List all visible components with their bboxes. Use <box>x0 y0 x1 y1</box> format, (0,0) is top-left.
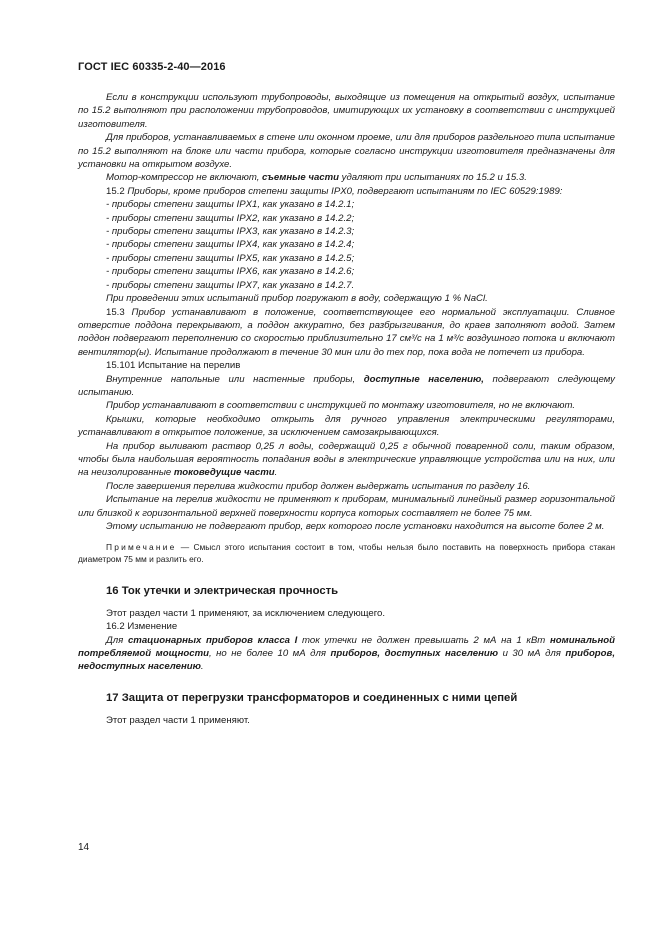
document-body <box>78 91 615 728</box>
paragraph: Этому испытанию не подвергают прибор, верх которого после установки находится на высоте более 2 м. <box>106 521 605 532</box>
paragraph: Если в конструкции используют трубопроводы, выходящие из помещения на открытый воздух, испытание по 15.2 выполняют при расположении трубопроводов, имитирующих их установку в соответствии с инструкцией изготовителя. <box>78 92 615 130</box>
paragraph: Для приборов, устанавливаемых в стене или оконном проеме, или для приборов раздельного типа испытание по 15.2 выполняют на блоке или части прибора, которые согласно инструкции изготовителя предназначены для установки на открытом воздухе. <box>78 132 615 171</box>
list-item: - приборы степени защиты IPX7, как указано в 14.2.7. <box>106 279 355 291</box>
section-16-title: 16 Ток утечки и электрическая прочность <box>106 585 339 598</box>
paragraph: Этот раздел части 1 применяют. <box>106 715 250 727</box>
page-number: 14 <box>78 842 90 853</box>
list-item: - приборы степени защиты IPX2, как указано в 14.2.2; <box>106 212 355 224</box>
clause-16-2: 16.2 Изменение <box>106 621 178 633</box>
paragraph: Для стационарных приборов класса I ток утечки не должен превышать 2 мА на 1 кВт номинальной потребляемой мощности, но не более 10 мА для приборов, доступных населению и 30 мА для приборов, недоступных населению. <box>78 634 615 673</box>
list-item: - приборы степени защиты IPX5, как указано в 14.2.5; <box>106 252 355 264</box>
list-item: - приборы степени защиты IPX1, как указано в 14.2.1; <box>106 199 355 211</box>
paragraph: Испытание на перелив жидкости не применяют к приборам, минимальный линейный размер горизонтальной или близкой к горизонтальной верхней поверхности корпуса которых составляет не более 75 мм. <box>78 494 615 519</box>
paragraph: Этот раздел части 1 применяют, за исключением следующего. <box>106 607 386 619</box>
paragraph: Крышки, которые необходимо открыть для ручного управления электрическими регуляторами, устанавливают в открытое положение, за исключением самозакрывающихся. <box>78 413 615 439</box>
list-item: - приборы степени защиты IPX4, как указано в 14.2.4; <box>106 239 355 251</box>
clause-15-3: 15.3 Прибор устанавливают в положение, соответствующее его нормальной эксплуатации. Сливное отверстие поддона перекрывают, а поддон аккуратно, без разбрызгивания, до краев заполняют водой. Затем поддон подвергают переполнению со скоростью приблизительно 17 см³/с на 1 м³/с воздушного потока и включают вентилятор(ы). Испытание продолжают в течение 30 мин или до тех пор, пока вода не потечет из прибора. <box>78 306 615 358</box>
clause-15-2: 15.2 Приборы, кроме приборов степени защиты IPX0, подвергают испытаниям по IEC 60529:1989: <box>106 185 563 197</box>
paragraph: Внутренние напольные или настенные приборы, доступные населению, подвергают следующему испытанию. <box>78 373 615 398</box>
ipx-list <box>78 198 615 292</box>
header-title: ГОСТ IEC 60335-2-40—2016 <box>78 61 226 73</box>
paragraph: Мотор-компрессор не включают, съемные части удаляют при испытаниях по 15.2 и 15.3. <box>106 172 527 184</box>
clause-15-101-title: 15.101 Испытание на перелив <box>106 360 241 372</box>
paragraph: После завершения перелива жидкости прибор должен выдержать испытания по разделу 16. <box>106 480 531 492</box>
paragraph: При проведении этих испытаний прибор погружают в воду, содержащую 1 % NaCl. <box>106 293 488 305</box>
list-item: - приборы степени защиты IPX6, как указано в 14.2.6; <box>106 266 355 278</box>
note: Примечание — Смысл этого испытания состоит в том, чтобы нельзя было поставить на поверхность прибора стакан диаметром 75 мм и разлить его. <box>78 542 615 565</box>
list-item: - приборы степени защиты IPX3, как указано в 14.2.3; <box>106 226 355 238</box>
paragraph: Прибор устанавливают в соответствии с инструкцией по монтажу изготовителя, но не включают. <box>106 400 576 412</box>
section-17-title: 17 Защита от перегрузки трансформаторов и соединенных с ними цепей <box>106 691 518 704</box>
paragraph: На прибор выливают раствор 0,25 л воды, содержащий 0,25 г обычной поваренной соли, таким образом, чтобы была наибольшая вероятность попадания воды в электрические управляющие устройства или на них, или на неизолированные токоведущие части. <box>78 440 615 479</box>
